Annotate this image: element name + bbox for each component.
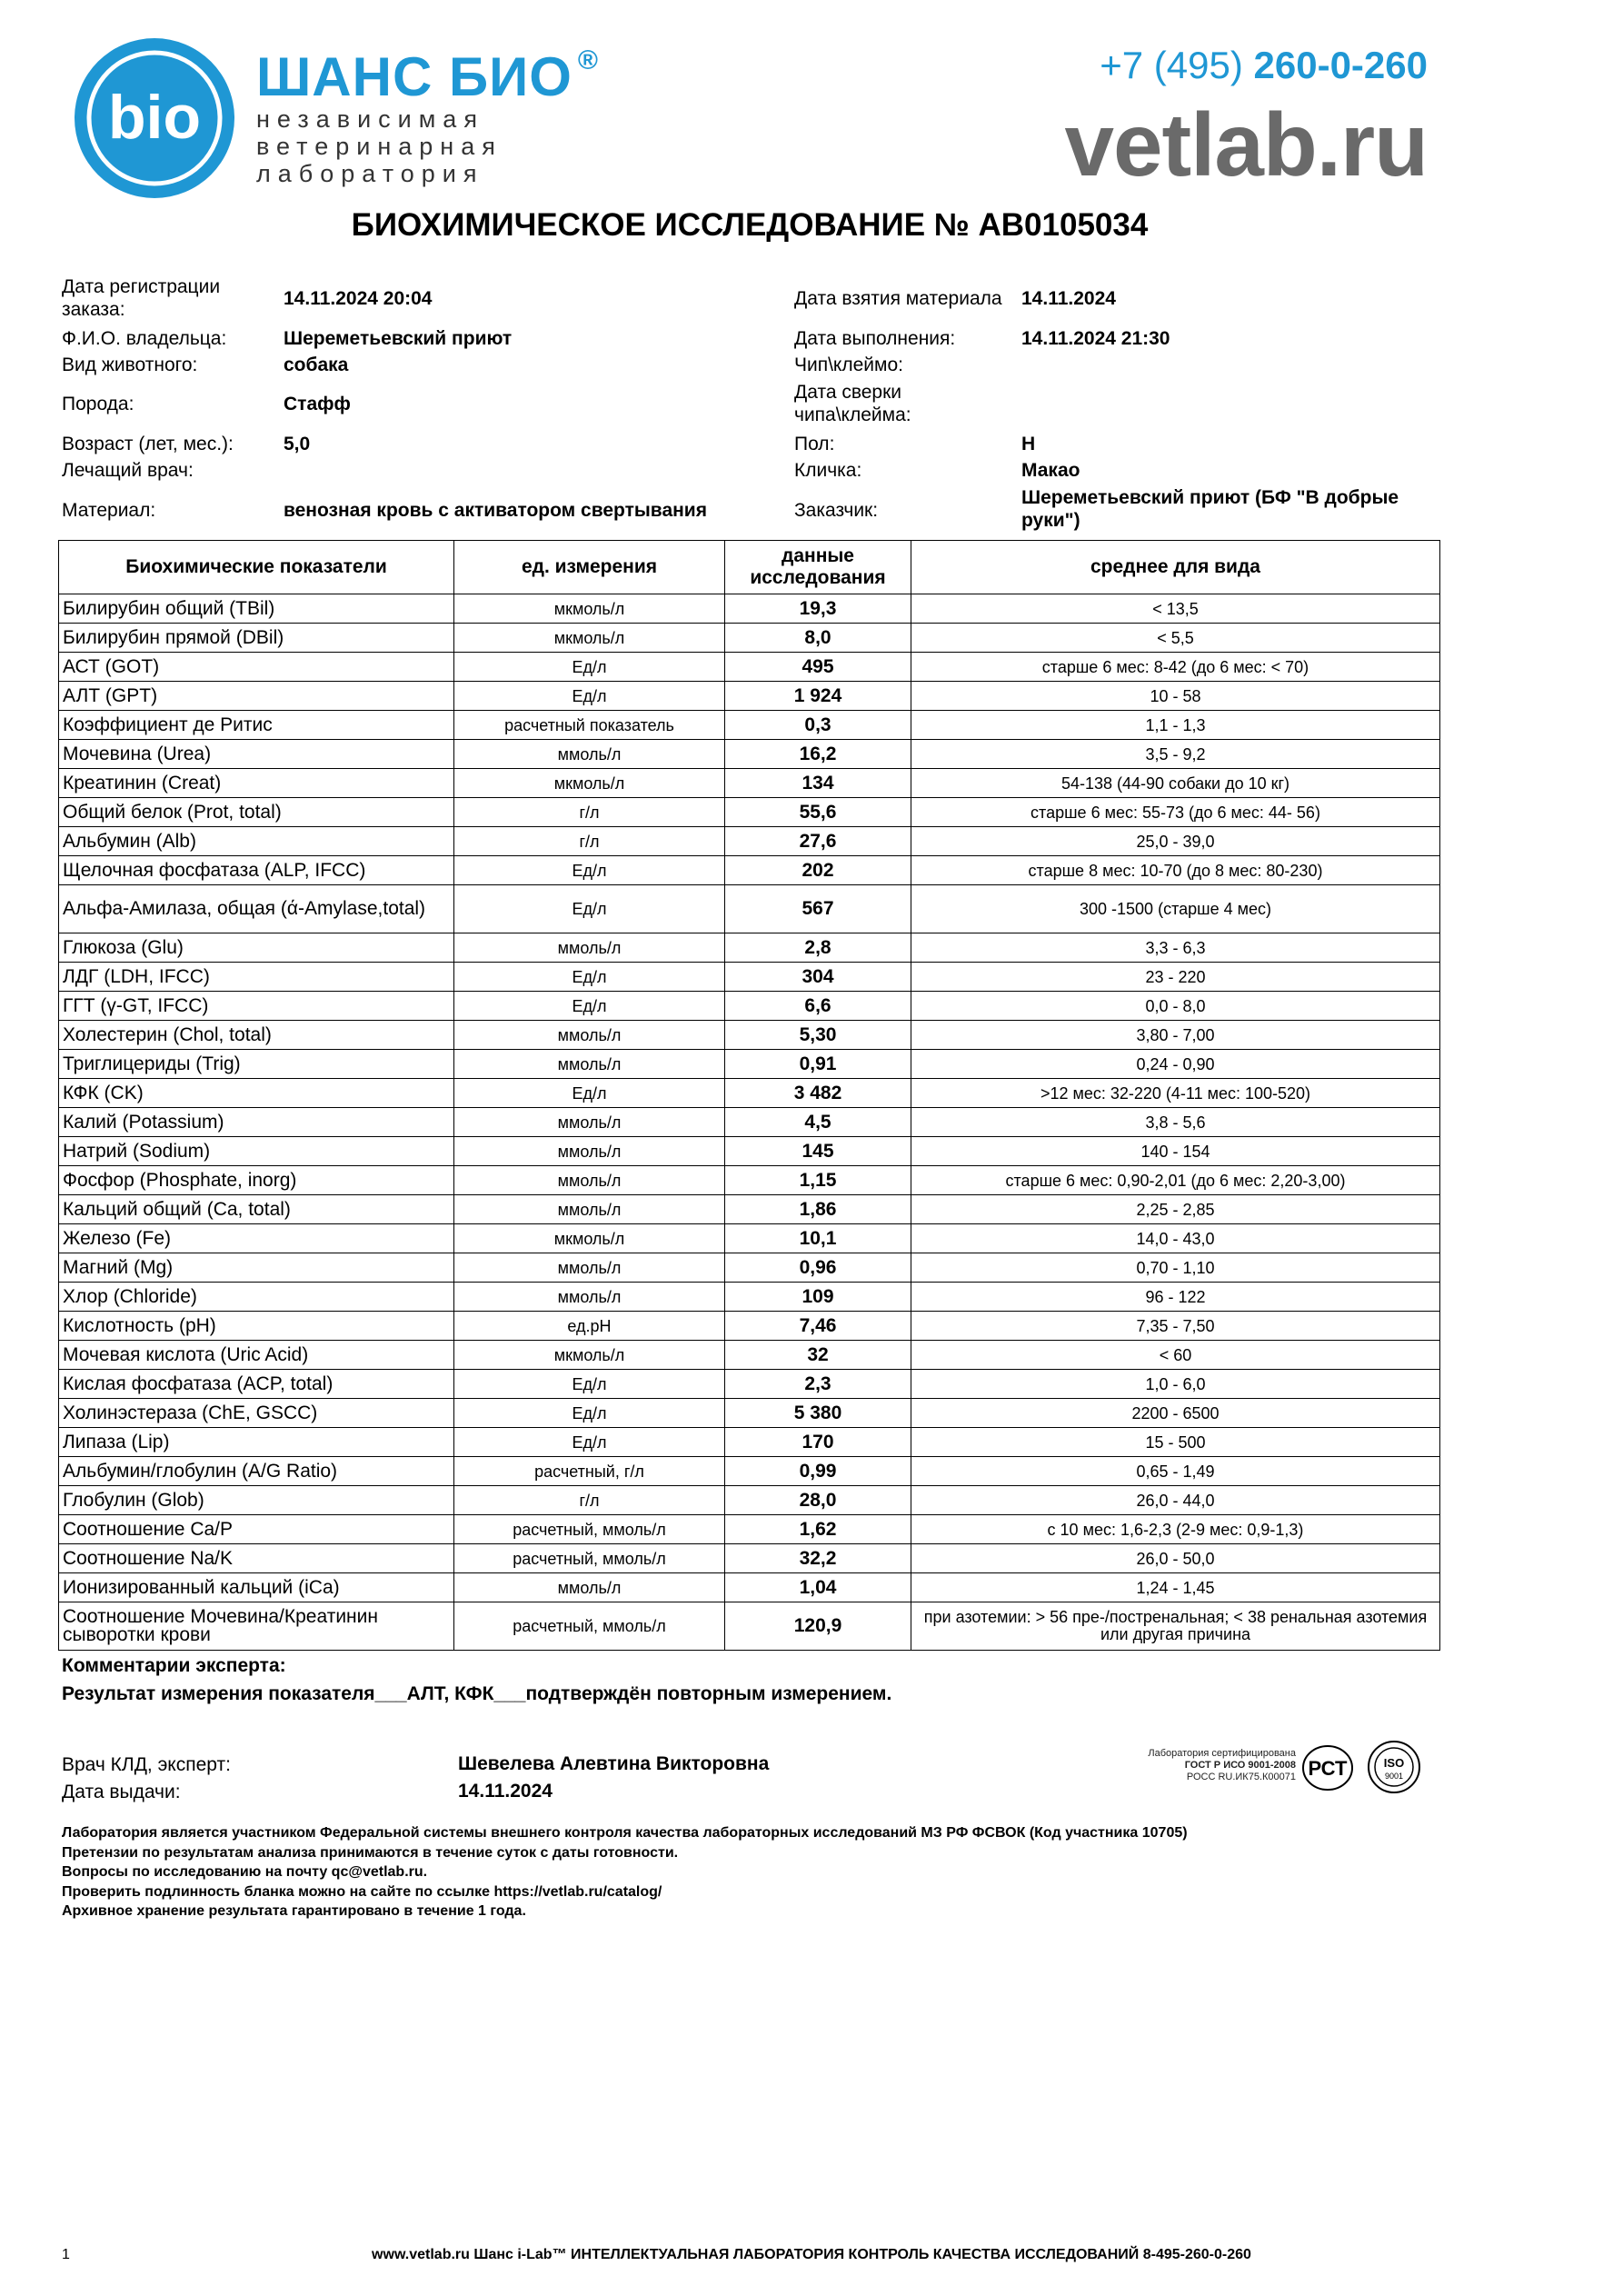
table-row (59, 1370, 1440, 1399)
parameter-name: Триглицериды (Trig) (59, 1050, 454, 1079)
result-value: 170 (725, 1428, 911, 1457)
table-row (59, 1137, 1440, 1166)
unit: расчетный, ммоль/л (454, 1544, 725, 1573)
unit: мкмоль/л (454, 1341, 725, 1370)
material-value: венозная кровь с активатором свертывания (284, 500, 707, 521)
parameter-name: Калий (Potassium) (59, 1108, 454, 1137)
reference-range: при азотемии: > 56 пре-/постренальная; < 38 ренальная азотемия или другая причина (911, 1602, 1440, 1651)
reg-date-label (62, 275, 220, 321)
result-value: 109 (725, 1283, 911, 1312)
comments-text: Результат измерения показателя___АЛТ, КФК___подтверждён повторным измерением. (62, 1683, 892, 1704)
reference-range: 1,0 - 6,0 (911, 1370, 1440, 1399)
chip-check-label-line-2: чипа\клейма: (794, 404, 911, 425)
table-row (59, 1108, 1440, 1137)
unit: ммоль/л (454, 1021, 725, 1050)
reference-range: 2,25 - 2,85 (911, 1195, 1440, 1224)
customer-value-line-1: Шереметьевский приют (БФ "В добрые (1021, 487, 1399, 508)
result-value: 495 (725, 653, 911, 682)
parameter-name: Холестерин (Chol, total) (59, 1021, 454, 1050)
bio-logo-icon (73, 36, 236, 200)
parameter-name: Ионизированный кальций (iCa) (59, 1573, 454, 1602)
result-value: 28,0 (725, 1486, 911, 1515)
reference-range: 1,24 - 1,45 (911, 1573, 1440, 1602)
reference-range: 3,8 - 5,6 (911, 1108, 1440, 1137)
parameter-name: Хлор (Chloride) (59, 1283, 454, 1312)
table-row (59, 624, 1440, 653)
parameter-name: Соотношение Мочевина/Креатинин сыворотки крови (59, 1602, 454, 1651)
comments-heading: Комментарии эксперта: (62, 1655, 286, 1676)
header-result: данные исследования (725, 541, 911, 594)
logo-mark-text: bio (108, 83, 201, 152)
owner-value: Шереметьевский приют (284, 328, 513, 349)
table-row (59, 1195, 1440, 1224)
reference-range: 26,0 - 44,0 (911, 1486, 1440, 1515)
table-row (59, 594, 1440, 624)
unit: ммоль/л (454, 1050, 725, 1079)
result-value: 32,2 (725, 1544, 911, 1573)
doctor-label: Лечащий врач: (62, 460, 194, 481)
sex-label: Пол: (794, 434, 835, 454)
table-row (59, 1602, 1440, 1651)
parameter-name: Альфа-Амилаза, общая (ά-Amylase,total) (59, 885, 454, 933)
parameter-name: Креатинин (Creat) (59, 769, 454, 798)
reference-range: 25,0 - 39,0 (911, 827, 1440, 856)
age-label: Возраст (лет, мес.): (62, 434, 234, 454)
result-value: 1,62 (725, 1515, 911, 1544)
result-value: 0,3 (725, 711, 911, 740)
table-row (59, 1573, 1440, 1602)
reference-range: 0,70 - 1,10 (911, 1253, 1440, 1283)
result-value: 304 (725, 963, 911, 992)
reference-range: 0,0 - 8,0 (911, 992, 1440, 1021)
brand-sub-line-3: лаборатория (256, 160, 484, 187)
table-row (59, 798, 1440, 827)
customer-value (1021, 486, 1399, 532)
unit: мкмоль/л (454, 1224, 725, 1253)
result-value: 5,30 (725, 1021, 911, 1050)
table-row (59, 1544, 1440, 1573)
reference-range: 54-138 (44-90 собаки до 10 кг) (911, 769, 1440, 798)
expert-name: Шевелева Алевтина Викторовна (458, 1753, 770, 1774)
result-value: 0,99 (725, 1457, 911, 1486)
unit: расчетный, г/л (454, 1457, 725, 1486)
lab-phone (1100, 44, 1428, 87)
table-row (59, 885, 1440, 933)
parameter-name: Билирубин прямой (DBil) (59, 624, 454, 653)
table-row (59, 1166, 1440, 1195)
result-value: 16,2 (725, 740, 911, 769)
unit: Ед/л (454, 992, 725, 1021)
result-value: 2,3 (725, 1370, 911, 1399)
parameter-name: Кислотность (pH) (59, 1312, 454, 1341)
phone-prefix: +7 (495) (1100, 44, 1243, 86)
parameter-name: Кислая фосфатаза (ACP, total) (59, 1370, 454, 1399)
unit: ммоль/л (454, 1195, 725, 1224)
table-row (59, 711, 1440, 740)
result-value: 1,04 (725, 1573, 911, 1602)
age-value: 5,0 (284, 434, 311, 454)
brand-sub-line-1: независимая (256, 105, 484, 133)
reference-range: старше 8 мес: 10-70 (до 8 мес: 80-230) (911, 856, 1440, 885)
result-value: 0,91 (725, 1050, 911, 1079)
parameter-name: Глюкоза (Glu) (59, 933, 454, 963)
unit: Ед/л (454, 653, 725, 682)
table-row (59, 1021, 1440, 1050)
result-value: 19,3 (725, 594, 911, 624)
brand-sub-line-2: ветеринарная (256, 133, 503, 160)
result-value: 1,86 (725, 1195, 911, 1224)
parameter-name: Мочевая кислота (Uric Acid) (59, 1341, 454, 1370)
species-label: Вид животного: (62, 354, 198, 375)
table-row (59, 1486, 1440, 1515)
reference-range: < 5,5 (911, 624, 1440, 653)
reference-range: 23 - 220 (911, 963, 1440, 992)
lab-website: vetlab.ru (1064, 95, 1428, 195)
reference-range: 96 - 122 (911, 1283, 1440, 1312)
note-line: Архивное хранение результата гарантировано в течение 1 года. (62, 1903, 526, 1919)
done-date-label: Дата выполнения: (794, 328, 956, 349)
reference-range: < 60 (911, 1341, 1440, 1370)
reference-range: с 10 мес: 1,6-2,3 (2-9 мес: 0,9-1,3) (911, 1515, 1440, 1544)
table-row (59, 1399, 1440, 1428)
parameter-name: Коэффициент де Ритис (59, 711, 454, 740)
table-row (59, 740, 1440, 769)
unit: Ед/л (454, 682, 725, 711)
result-value: 2,8 (725, 933, 911, 963)
result-value: 145 (725, 1137, 911, 1166)
sample-date-label: Дата взятия материала (794, 288, 1002, 309)
parameter-name: Железо (Fe) (59, 1224, 454, 1253)
unit: ммоль/л (454, 933, 725, 963)
unit: расчетный, ммоль/л (454, 1515, 725, 1544)
chip-label: Чип\клеймо: (794, 354, 903, 375)
reference-range: 15 - 500 (911, 1428, 1440, 1457)
sex-value: Н (1021, 434, 1036, 454)
note-line: Вопросы по исследованию на почту qc@vetlab.ru. (62, 1864, 428, 1880)
result-value: 55,6 (725, 798, 911, 827)
header-parameter: Биохимические показатели (59, 541, 454, 594)
reference-range: 7,35 - 7,50 (911, 1312, 1440, 1341)
table-row (59, 1515, 1440, 1544)
unit: расчетный показатель (454, 711, 725, 740)
document-title: БИОХИМИЧЕСКОЕ ИССЛЕДОВАНИЕ № AB0105034 (351, 207, 1149, 243)
table-row (59, 1079, 1440, 1108)
lab-logo (73, 36, 236, 200)
result-value: 3 482 (725, 1079, 911, 1108)
reference-range: 0,65 - 1,49 (911, 1457, 1440, 1486)
note-line: Претензии по результатам анализа принимаются в течение суток с даты готовности. (62, 1844, 679, 1861)
result-value: 5 380 (725, 1399, 911, 1428)
done-date-value: 14.11.2024 21:30 (1021, 328, 1170, 349)
header-reference: среднее для вида (911, 541, 1440, 594)
reference-range: 140 - 154 (911, 1137, 1440, 1166)
table-row (59, 653, 1440, 682)
reference-range: 26,0 - 50,0 (911, 1544, 1440, 1573)
unit: ммоль/л (454, 1253, 725, 1283)
result-value: 1,15 (725, 1166, 911, 1195)
result-value: 8,0 (725, 624, 911, 653)
reference-range: 1,1 - 1,3 (911, 711, 1440, 740)
result-value: 567 (725, 885, 911, 933)
phone-number: 260-0-260 (1253, 44, 1428, 86)
parameter-name: ЛДГ (LDH, IFCC) (59, 963, 454, 992)
pct-mark-icon (1301, 1743, 1354, 1792)
chip-check-label (794, 381, 911, 426)
reference-range: 3,3 - 6,3 (911, 933, 1440, 963)
reg-date-label-line-2: заказа: (62, 299, 125, 320)
table-row (59, 963, 1440, 992)
table-row (59, 827, 1440, 856)
issue-date-label: Дата выдачи: (62, 1782, 181, 1802)
unit: мкмоль/л (454, 769, 725, 798)
table-row (59, 1428, 1440, 1457)
table-row (59, 1312, 1440, 1341)
table-row (59, 769, 1440, 798)
unit: г/л (454, 827, 725, 856)
reference-range: 2200 - 6500 (911, 1399, 1440, 1428)
note-line: Проверить подлинность бланка можно на сайте по ссылке https://vetlab.ru/catalog/ (62, 1883, 662, 1900)
result-value: 1 924 (725, 682, 911, 711)
unit: ммоль/л (454, 740, 725, 769)
unit: ммоль/л (454, 1108, 725, 1137)
reg-date-value: 14.11.2024 20:04 (284, 288, 433, 309)
unit: Ед/л (454, 1370, 725, 1399)
parameter-name: ГГТ (γ-GT, IFCC) (59, 992, 454, 1021)
pct-mark-text: РСТ (1308, 1757, 1348, 1780)
table-row (59, 856, 1440, 885)
cert-line-2: ГОСТ Р ИСО 9001-2008 (1184, 1760, 1296, 1771)
name-label: Кличка: (794, 460, 862, 481)
page-number: 1 (62, 2247, 70, 2262)
result-value: 120,9 (725, 1602, 911, 1651)
table-row (59, 1224, 1440, 1253)
parameter-name: Альбумин/глобулин (A/G Ratio) (59, 1457, 454, 1486)
parameter-name: Фосфор (Phosphate, inorg) (59, 1166, 454, 1195)
reference-range: 300 -1500 (старше 4 мес) (911, 885, 1440, 933)
iso-mark-year: 9001 (1384, 1772, 1404, 1781)
unit: ммоль/л (454, 1166, 725, 1195)
footer-text: www.vetlab.ru Шанс i-Lab™ ИНТЕЛЛЕКТУАЛЬНАЯ ЛАБОРАТОРИЯ КОНТРОЛЬ КАЧЕСТВА ИССЛЕДОВАНИЙ 8-495-260-0-260 (372, 2247, 1251, 2262)
unit: ед.pH (454, 1312, 725, 1341)
unit: мкмоль/л (454, 624, 725, 653)
unit: ммоль/л (454, 1137, 725, 1166)
results-body (59, 594, 1440, 1651)
unit: г/л (454, 1486, 725, 1515)
parameter-name: Кальций общий (Ca, total) (59, 1195, 454, 1224)
parameter-name: Магний (Mg) (59, 1253, 454, 1283)
table-row (59, 1457, 1440, 1486)
table-header-row (59, 541, 1440, 594)
breed-label: Порода: (62, 394, 134, 414)
table-row (59, 1050, 1440, 1079)
result-value: 32 (725, 1341, 911, 1370)
sample-date-value: 14.11.2024 (1021, 288, 1116, 309)
reference-range: старше 6 мес: 55-73 (до 6 мес: 44- 56) (911, 798, 1440, 827)
unit: Ед/л (454, 856, 725, 885)
reg-date-label-line-1: Дата регистрации (62, 276, 221, 297)
unit: ммоль/л (454, 1573, 725, 1602)
result-value: 6,6 (725, 992, 911, 1021)
parameter-name: Холинэстераза (ChE, GSCC) (59, 1399, 454, 1428)
table-row (59, 682, 1440, 711)
parameter-name: Щелочная фосфатаза (ALP, IFCC) (59, 856, 454, 885)
note-line: Лаборатория является участником Федеральной системы внешнего контроля качества лабораторных исследований МЗ РФ ФСВОК (Код участника 10705) (62, 1825, 1188, 1841)
iso-mark-icon (1367, 1740, 1421, 1794)
reference-range: 3,5 - 9,2 (911, 740, 1440, 769)
owner-label: Ф.И.О. владельца: (62, 328, 227, 349)
brand-name-text: ШАНС БИО (256, 46, 573, 107)
result-value: 27,6 (725, 827, 911, 856)
table-row (59, 1341, 1440, 1370)
parameter-name: Мочевина (Urea) (59, 740, 454, 769)
parameter-name: АЛТ (GPT) (59, 682, 454, 711)
cert-line-1: Лаборатория сертифицирована (1148, 1748, 1296, 1759)
result-value: 134 (725, 769, 911, 798)
results-table (58, 540, 1440, 1651)
table-row (59, 1283, 1440, 1312)
header-unit: ед. измерения (454, 541, 725, 594)
issue-date-value: 14.11.2024 (458, 1781, 553, 1802)
registered-mark: ® (577, 45, 599, 75)
parameter-name: Липаза (Lip) (59, 1428, 454, 1457)
parameter-name: КФК (CK) (59, 1079, 454, 1108)
parameter-name: Глобулин (Glob) (59, 1486, 454, 1515)
result-value: 10,1 (725, 1224, 911, 1253)
material-label: Материал: (62, 500, 156, 521)
name-value: Макао (1021, 460, 1080, 481)
unit: мкмоль/л (454, 594, 725, 624)
unit: Ед/л (454, 1079, 725, 1108)
species-value: собака (284, 354, 349, 375)
unit: Ед/л (454, 885, 725, 933)
unit: расчетный, ммоль/л (454, 1602, 725, 1651)
reference-range: 14,0 - 43,0 (911, 1224, 1440, 1253)
result-value: 7,46 (725, 1312, 911, 1341)
notes-block (62, 1823, 1188, 1922)
table-row (59, 1253, 1440, 1283)
parameter-name: Соотношение Na/K (59, 1544, 454, 1573)
reference-range: 10 - 58 (911, 682, 1440, 711)
expert-label: Врач КЛД, эксперт: (62, 1754, 231, 1775)
iso-mark-text: ISO (1383, 1756, 1405, 1770)
customer-value-line-2: руки") (1021, 510, 1080, 531)
result-value: 0,96 (725, 1253, 911, 1283)
certification-text (1089, 1748, 1296, 1783)
result-value: 202 (725, 856, 911, 885)
customer-label: Заказчик: (794, 500, 879, 521)
chip-check-label-line-1: Дата сверки (794, 382, 902, 403)
unit: ммоль/л (454, 1283, 725, 1312)
reference-range: >12 мес: 32-220 (4-11 мес: 100-520) (911, 1079, 1440, 1108)
unit: Ед/л (454, 1428, 725, 1457)
table-row (59, 933, 1440, 963)
reference-range: 0,24 - 0,90 (911, 1050, 1440, 1079)
unit: г/л (454, 798, 725, 827)
brand-name (256, 45, 599, 108)
cert-line-3: РОСС RU.ИК75.К00071 (1186, 1772, 1296, 1782)
reference-range: старше 6 мес: 8-42 (до 6 мес: < 70) (911, 653, 1440, 682)
table-row (59, 992, 1440, 1021)
unit: Ед/л (454, 1399, 725, 1428)
reference-range: 3,80 - 7,00 (911, 1021, 1440, 1050)
reference-range: старше 6 мес: 0,90-2,01 (до 6 мес: 2,20-3,00) (911, 1166, 1440, 1195)
parameter-name: Общий белок (Prot, total) (59, 798, 454, 827)
parameter-name: Билирубин общий (TBil) (59, 594, 454, 624)
result-value: 4,5 (725, 1108, 911, 1137)
parameter-name: АСТ (GOT) (59, 653, 454, 682)
breed-value: Стафф (284, 394, 351, 414)
parameter-name: Натрий (Sodium) (59, 1137, 454, 1166)
unit: Ед/л (454, 963, 725, 992)
parameter-name: Соотношение Ca/P (59, 1515, 454, 1544)
parameter-name: Альбумин (Alb) (59, 827, 454, 856)
reference-range: < 13,5 (911, 594, 1440, 624)
